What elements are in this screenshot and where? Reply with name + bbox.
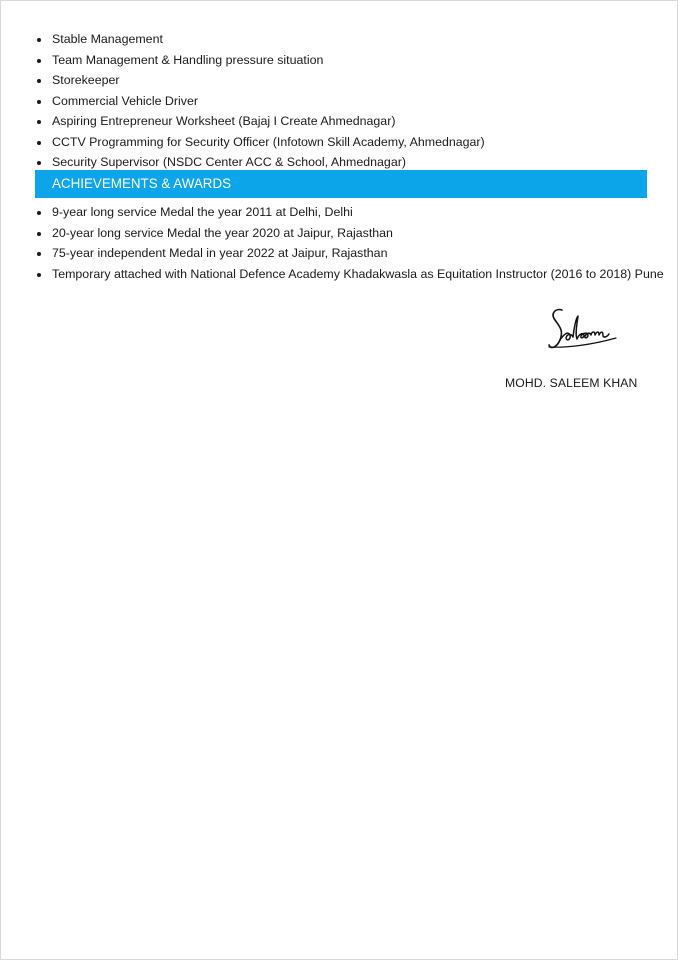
achievement-text: 20-year long service Medal the year 2020 at Jaipur, Rajasthan <box>52 225 393 240</box>
skill-text: Commercial Vehicle Driver <box>52 93 198 108</box>
achievement-text: 9-year long service Medal the year 2011 at Delhi, Delhi <box>52 205 353 219</box>
bullet-icon <box>37 100 41 104</box>
achievements-list <box>34 202 664 284</box>
bullet-icon <box>37 38 41 42</box>
list-item <box>34 111 664 132</box>
list-item <box>34 29 664 50</box>
signature <box>546 304 622 360</box>
bullet-icon <box>37 120 41 124</box>
list-item <box>34 132 664 153</box>
list-item <box>34 70 664 91</box>
bullet-icon <box>37 273 41 277</box>
list-item <box>34 50 664 71</box>
bullet-icon <box>37 161 41 165</box>
bullet-icon <box>37 211 41 215</box>
skill-text: Stable Management <box>52 32 163 46</box>
skill-text: Storekeeper <box>52 73 120 87</box>
achievements-section-header: ACHIEVEMENTS & AWARDS <box>35 170 647 198</box>
bullet-icon <box>37 59 41 63</box>
list-item <box>34 223 664 244</box>
list-item <box>34 264 664 285</box>
list-item <box>34 202 664 223</box>
bullet-icon <box>37 79 41 83</box>
list-item <box>34 91 664 112</box>
achievement-text: 75-year independent Medal in year 2022 at Jaipur, Rajasthan <box>52 246 388 260</box>
skills-list <box>34 29 664 173</box>
skill-text: CCTV Programming for Security Officer (Infotown Skill Academy, Ahmednagar) <box>52 134 485 149</box>
bullet-icon <box>37 232 41 236</box>
signatory-name: MOHD. SALEEM KHAN <box>505 376 638 390</box>
skill-text: Security Supervisor (NSDC Center ACC & School, Ahmednagar) <box>52 155 406 169</box>
bullet-icon <box>37 141 41 145</box>
list-item <box>34 243 664 264</box>
achievement-text: Temporary attached with National Defence Academy Khadakwasla as Equitation Instructor (2016 to 2018) Pune <box>52 266 664 281</box>
bullet-icon <box>37 252 41 256</box>
skill-text: Team Management & Handling pressure situation <box>52 52 324 67</box>
skill-text: Aspiring Entrepreneur Worksheet (Bajaj I Create Ahmednagar) <box>52 114 396 128</box>
